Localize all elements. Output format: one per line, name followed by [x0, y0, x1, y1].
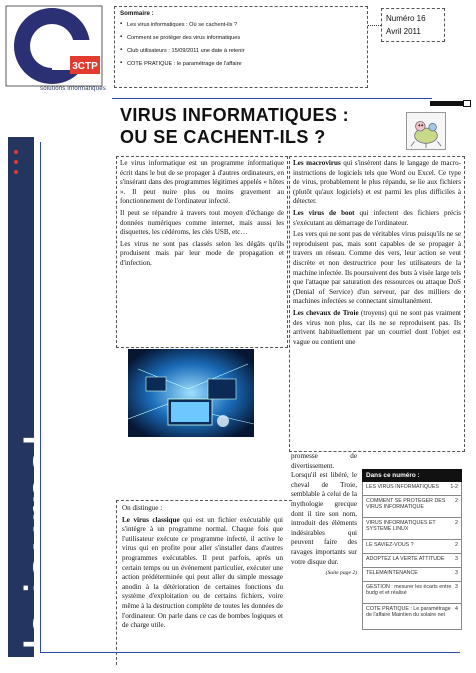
headline-line-1: VIRUS INFORMATIQUES :: [120, 105, 350, 125]
toc-row[interactable]: [362, 518, 462, 540]
toc-label: ADOPTEZ LA VERTE ATTITUDE: [366, 556, 445, 562]
toc-page: 4: [455, 606, 458, 612]
term-text: qui est un fichier exécutable qui s'intègre à un programme normal. Chaque fois que l'utilisateur exécute ce programme infecté, il active le virus qui en profite pour aller s'installer dans d'autres programmes exécutables. Il peut parfois, après un certain temps ou un événement particulier, exécuter une action prédéterminée qui peut aller du simple message anodin à la détérioration de certaines fonctions du système d'exploitation ou de certains fichiers, voire même à la destruction complète de toutes les données de l'ordinateur. On parle dans ce cas de bombes logiques et de charge utile.: [122, 515, 283, 630]
toc-page: 2: [455, 542, 458, 548]
term-lead: Les macrovirus: [293, 159, 341, 167]
article-column-2: [289, 156, 465, 452]
toc-label: LES VIRUS INFORMATIQUES: [366, 484, 439, 490]
sidebar-rule: [40, 142, 41, 652]
toc-title: Dans ce numéro :: [362, 469, 462, 482]
svg-text:3CTP: 3CTP: [72, 61, 98, 72]
toc-label: COTE PRATIQUE : Le paramétrage de l'affaire Maintien du solaire net: [366, 606, 451, 618]
summary-box: [114, 6, 368, 88]
column-divider: [116, 500, 292, 501]
issue-number: Numéro 16: [386, 14, 426, 23]
masthead-title: le journal: [15, 433, 73, 650]
summary-item[interactable]: ▪ Les virus informatiques : Où se cachent-ils ?: [120, 22, 362, 28]
toc-page: 3: [455, 570, 458, 576]
issue-date: Avril 2011: [386, 27, 421, 36]
toc-page: 1-2: [450, 484, 458, 490]
term-text: qui infectent des fichiers précis s'exécutant au démarrage de l'ordinateur.: [293, 208, 461, 227]
article-intro: On distingue :: [122, 504, 163, 512]
headline-bar-cap: [463, 100, 471, 107]
toc-row[interactable]: [362, 482, 462, 496]
article-paragraph: [293, 159, 461, 207]
article-column-1: [116, 156, 288, 348]
headline-line-2: OU SE CACHENT-ILS ?: [120, 127, 326, 147]
term-lead: Le virus classique: [122, 515, 180, 524]
article-paragraph: Il peut se répandre à travers tout moyen d'échange de données numériques comme internet, mais aussi les disquettes, les cédéroms, les clés USB, etc…: [120, 208, 284, 237]
article-paragraph: [293, 309, 461, 347]
logo-tagline: solutions informatiques: [40, 86, 106, 92]
summary-item[interactable]: ▪ Comment se protéger des virus informatiques: [120, 35, 362, 41]
toc-label: LE SAVIEZ-VOUS ?: [366, 542, 414, 548]
footer-rule: [40, 652, 460, 653]
toc-row[interactable]: [362, 496, 462, 518]
toc-label: COMMENT SE PROTEGER DES VIRUS INFORMATIQUE: [366, 498, 446, 510]
column-divider: [116, 500, 117, 665]
article-column-1b: [120, 504, 285, 664]
continued-note[interactable]: (Suite page 2): [325, 570, 357, 577]
toc-label: TELEMAINTENANCE: [366, 570, 418, 576]
article-paragraph: Les virus ne sont pas classés selon les dégâts qu'ils produisent mais par leur mode de propagation et d'infection.: [120, 239, 284, 267]
toc-row[interactable]: [362, 554, 462, 568]
term-lead: Les chevaux de Troie: [293, 308, 359, 317]
article-paragraph: [293, 209, 461, 228]
article-column-2b: [289, 452, 359, 657]
toc-label: GESTION : mesurer les écarts entre budg et et réalisé: [366, 584, 452, 596]
article-paragraph: promesse de divertissement. Lorsqu'il est libéré, le cheval de Troie, semblable à celui de la mythologie grecque dont il tire son nom, introduit des éléments indésirables qui peuvent faire des ravages importants sur votre disque dur.: [291, 452, 357, 566]
term-text: Les vers qui ne sont pas de véritables virus puisqu'ils ne se reproduisent pas, mais sont capables de se propager à travers un réseau. Comme des vers, leur action se veut discrète et non destructrice pour les utilisateurs de la machine infectée. Ils poursuivent des buts à visée large tels que l'attaque par saturation des ressources ou attaque DoS (Denial of Service) d'un serveur, par des milliers de machines infectées se connectant simultanément.: [293, 230, 461, 306]
virus-illustration-image: [128, 349, 254, 437]
article-paragraph: [293, 230, 461, 307]
summary-item[interactable]: ▪ Club utilisateurs : 15/09/2011 une date à retenir: [120, 48, 362, 54]
toc-row[interactable]: [362, 582, 462, 604]
header-rule: [112, 98, 432, 99]
band-dots: [14, 150, 24, 180]
summary-title: Sommaire :: [120, 10, 154, 17]
term-text: qui s'insèrent dans le langage de macro-instructions de logiciels tels que Word ou Excel. Ce type de virus, probablement le plus répandu, se lie aux fichiers (plutôt qu'aux logiciels) et est parmi les plus difficiles à détecter.: [293, 159, 462, 206]
issue-box: [381, 8, 445, 42]
article-paragraph: [122, 516, 283, 631]
toc-page: 3: [455, 584, 458, 590]
toc-page: 2: [455, 498, 458, 504]
toc-page: 2: [455, 520, 458, 526]
toc-row[interactable]: [362, 604, 462, 630]
toc-row[interactable]: [362, 568, 462, 582]
term-lead: Les virus de boot: [293, 208, 355, 217]
virus-cartoon-image: [406, 112, 446, 150]
issue-connector: [368, 25, 381, 26]
article-headline: [120, 104, 390, 148]
toc-page: 3: [455, 556, 458, 562]
toc-row[interactable]: [362, 540, 462, 554]
summary-item[interactable]: ▪ COTE PRATIQUE : le paramétrage de l'affaire: [120, 61, 362, 67]
summary-list: [120, 22, 362, 67]
toc-label: VIRUS INFORMATIQUES ET SYSTEME LINUX: [366, 520, 436, 532]
issue-contents-table: [362, 469, 462, 649]
term-text: (troyens) qui ne sont pas vraiment des virus non plus, car ils ne se reproduisent pas. Ils arrivent habituellement par un courriel dont l'objet est vague ou contient une: [293, 308, 461, 346]
article-paragraph: Le virus informatique est un programme informatique écrit dans le but de se propager à d'autres ordinateurs, en s'insérant dans des programmes légitimes appelés « hôtes ». Il peut nuire plus ou moins gravement au fonctionnement de l'ordinateur infecté.: [120, 159, 284, 206]
